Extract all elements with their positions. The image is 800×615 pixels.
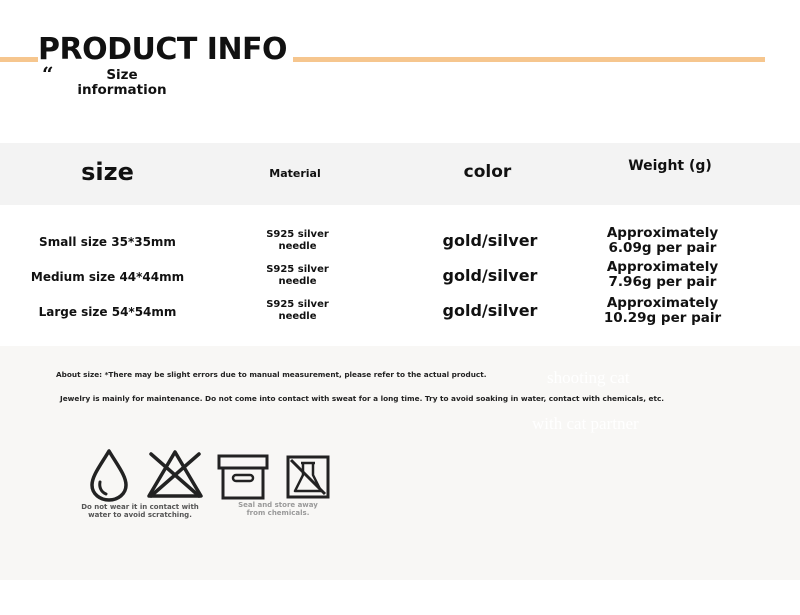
row-color: gold/silver [442,266,538,285]
storage-box-icon [217,454,269,500]
about-size-note: About size: *There may be slight errors due to manual measurement, please refer to the actual product. [56,370,487,379]
row-weight: Approximately 7.96g per pair [606,259,719,290]
row-color: gold/silver [442,231,538,250]
row-material: S925 silver needle [266,299,329,322]
table-row [0,295,800,330]
row-color: gold/silver [442,301,538,320]
page-title: PRODUCT INFO [38,32,293,67]
row-size: Medium size 44*44mm [30,270,185,284]
no-bleach-icon [145,448,205,500]
ghost-text: shooting cat [547,368,630,387]
row-material: S925 silver needle [266,264,329,287]
water-caption: Do not wear it in contact with water to avoid scratching. [81,503,199,519]
row-material: S925 silver needle [266,229,329,252]
section-subtitle: Size information [77,67,167,98]
storage-caption: Seal and store away from chemicals. [238,501,318,517]
table-row [0,260,800,295]
quote-mark: “ [42,62,54,86]
water-drop-icon [88,448,130,502]
row-weight: Approximately 10.29g per pair [603,295,722,326]
header-weight: Weight (g) [628,158,712,174]
ghost-text: with cat partner [532,414,639,433]
chemical-flask-icon [286,455,330,499]
row-size: Small size 35*35mm [39,235,176,249]
row-size: Large size 54*54mm [38,305,177,319]
header-material: Material [269,167,321,180]
row-weight: Approximately 6.09g per pair [606,225,719,256]
header-color: color [463,162,512,182]
header-size: size [81,158,134,186]
table-row [0,225,800,260]
care-note: Jewelry is mainly for maintenance. Do not come into contact with sweat for a long time. Try to avoid soaking in water, contact with chemicals, etc. [60,394,665,403]
